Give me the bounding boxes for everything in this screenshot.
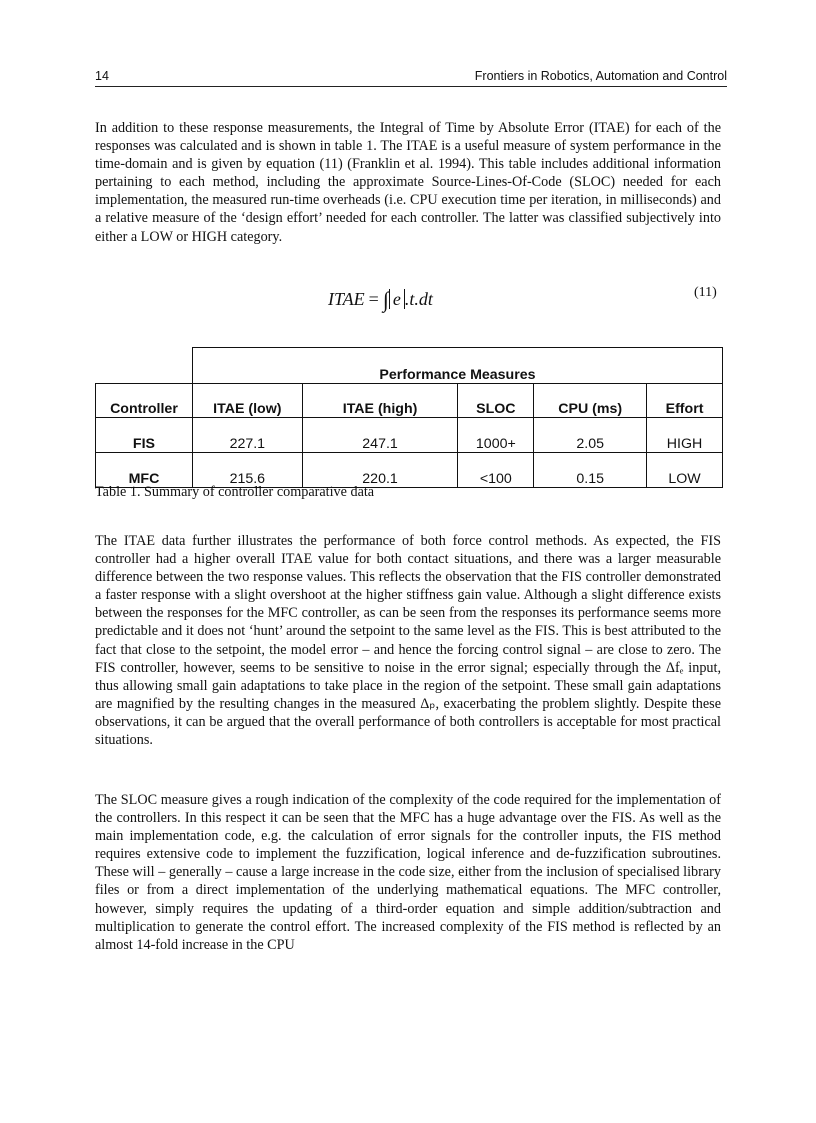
table-row (96, 418, 723, 453)
column-header-itae-low: ITAE (low) (192, 384, 302, 418)
cell-effort: LOW (647, 453, 723, 488)
row-label-fis: FIS (96, 418, 193, 453)
column-header-itae-high: ITAE (high) (302, 384, 458, 418)
cell-itae-low: 227.1 (192, 418, 302, 453)
running-header (95, 68, 727, 87)
column-header-cpu: CPU (ms) (534, 384, 647, 418)
paragraph-sloc-discussion: The SLOC measure gives a rough indication of the complexity of the code required for the implementation of the controllers. In this respect it can be seen that the MFC has a huge advantage over the FIS. As well as the main implementation code, e.g. the calculation of error signals for the controller inputs, the FIS method requires extensive code to implement the fuzzification, logical inference and de-fuzzification subroutines. These will – generally – cause a large increase in the code size, either from the inclusion of specialised library files or from a direct implementation of the underlying mathematical equations. The MFC controller, however, simply requires the updating of a third-order equation and simple addition/subtraction and multiplication to generate the control effort. The increased complexity of the FIS method is reflected by an almost 14-fold increase in the CPU (95, 792, 721, 953)
paragraph-itae-intro: In addition to these response measurements, the Integral of Time by Absolute Error (ITAE) for each of the responses was calculated and is shown in table 1. The ITAE is a useful measure of system performance in the time-domain and is given by equation (11) (Franklin et al. 1994). This table includes additional information pertaining to each method, including the approximate Source-Lines-Of-Code (SLOC) needed for each implementation, the measured run-time overheads (i.e. CPU execution time per iteration, in milliseconds) and a relative measure of the ‘design effort’ needed for each controller. The latter was classified subjectively into either a LOW or HIGH category. (95, 120, 721, 245)
equation-number: (11) (694, 285, 717, 300)
cell-cpu: 2.05 (534, 418, 647, 453)
cell-sloc: <100 (458, 453, 534, 488)
equation-itae (328, 285, 433, 315)
table-caption: Table 1. Summary of controller comparative data (95, 484, 375, 500)
equation-rest: .t.dt (404, 289, 433, 309)
performance-table (95, 347, 723, 488)
paragraph-itae-discussion: The ITAE data further illustrates the performance of both force control methods. As expected, the FIS controller had a higher overall ITAE value for both contact situations, and there was a larger measurable difference between the two response values. This reflects the observation that the FIS controller demonstrated a faster response with a slight overshoot at the higher stiffness gain value. Although a slight difference exists between the responses for the MFC controller, as can be seen from the responses its performance seems more predictable and it does not ‘hunt’ around the setpoint to the same level as the FIS. This is best attributed to the fact that close to the setpoint, the model error – and hence the forcing control signal – are close to zero. The FIS controller, however, seems to be sensitive to noise in the error signal; especially through the Δfₑ input, thus allowing small gain adaptations to take place in the region of the setpoint. These small gain adaptations are magnified by the resulting changes in the measured Δₚ, exacerbating the problem slightly. Despite these observations, it can be argued that the overall performance of both controllers is acceptable for most practical situations. (95, 533, 721, 749)
equation-abs-error: e (389, 289, 405, 309)
table-1 (95, 347, 723, 488)
cell-itae-high: 247.1 (302, 418, 458, 453)
equation-lhs: ITAE (328, 289, 365, 309)
column-header-sloc: SLOC (458, 384, 534, 418)
table-row (96, 453, 723, 488)
cell-sloc: 1000+ (458, 418, 534, 453)
group-header: Performance Measures (192, 348, 722, 384)
cell-itae-high: 220.1 (302, 453, 458, 488)
cell-cpu: 0.15 (534, 453, 647, 488)
running-title: Frontiers in Robotics, Automation and Control (474, 69, 727, 83)
column-header-effort: Effort (647, 384, 723, 418)
column-header-controller: Controller (96, 384, 193, 418)
equation-equals: = (368, 289, 379, 309)
page-number: 14 (95, 69, 109, 83)
integral-sign: ∫ (382, 287, 389, 312)
cell-itae-low: 215.6 (192, 453, 302, 488)
cell-effort: HIGH (647, 418, 723, 453)
row-label-mfc: MFC (96, 453, 193, 488)
